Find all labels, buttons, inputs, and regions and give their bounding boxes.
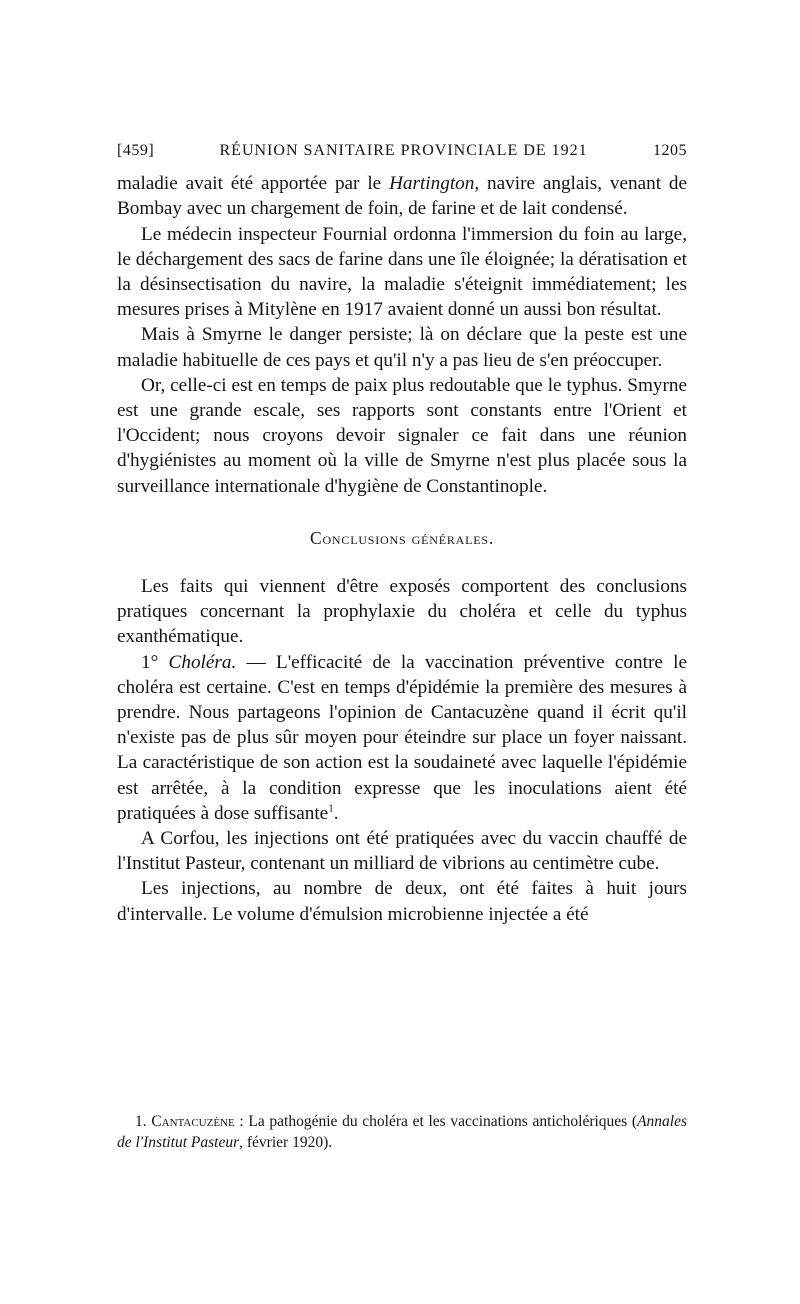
ship-name: Hartington bbox=[389, 173, 475, 195]
footnote-number: 1. bbox=[135, 1113, 152, 1130]
paragraph-7: A Corfou, les injections ont été pratiquées avec du vaccin chauffé de l'Institut Pasteur, contenant un milliard de vibrions au centimètre cube. bbox=[117, 828, 687, 875]
item-number: 1° bbox=[141, 651, 169, 673]
paragraph-1 bbox=[117, 171, 687, 221]
footnote bbox=[117, 1111, 687, 1153]
paragraph-6-text-a: — L'efficacité de la vaccination préventive contre le choléra est certaine. C'est en temps d'épidémie la première des mesures à prendre. Nous partageons l'opinion de Cantacuzène quand il écrit qu'il n'existe pas de plus sûr moyen pour éteindre sur place un foyer naissant. La caractéristique de son action est la soudaineté avec laquelle l'épidémie est arrêtée, à la condition expresse que les inoculations aient été pratiquées à dose suffisante bbox=[117, 651, 687, 824]
page-number: 1205 bbox=[652, 142, 687, 159]
footnote-text-a: : La pathogénie du choléra et les vaccinations anticholériques ( bbox=[234, 1113, 638, 1130]
header-title: RÉUNION SANITAIRE PROVINCIALE DE 1921 bbox=[219, 142, 588, 159]
paragraph-5: Les faits qui viennent d'être exposés comportent des conclusions pratiques concernant la prophylaxie du choléra et celle du typhus exanthématique. bbox=[117, 576, 687, 648]
section-title bbox=[117, 526, 687, 552]
section-title-text: Conclusions générales. bbox=[309, 527, 495, 548]
footnote-author: Cantacuzène bbox=[151, 1113, 235, 1130]
header-bracket-number: [459] bbox=[117, 142, 155, 159]
footnote-reference: 1 bbox=[328, 802, 334, 815]
footnote-text-b: , février 1920). bbox=[239, 1134, 333, 1151]
paragraph-4: Or, celle-ci est en temps de paix plus redoutable que le typhus. Smyrne est une grande escale, ses rapports sont constants entre l'Orient et l'Occident; nous croyons devoir signaler ce fait dans une réunion d'hygiénistes au moment où la ville de Smyrne n'est plus placée sous la surveillance internationale d'hygiène de Constantinople. bbox=[117, 374, 687, 497]
running-header bbox=[117, 138, 687, 163]
paragraph-1-text-a: maladie avait été apportée par le bbox=[117, 173, 390, 195]
item-heading: Choléra. bbox=[168, 651, 237, 673]
paragraph-8: Les injections, au nombre de deux, ont été faites à huit jours d'intervalle. Le volume d'émulsion microbienne injectée a été bbox=[117, 878, 687, 925]
paragraph-6 bbox=[117, 650, 687, 826]
page-body bbox=[117, 138, 687, 927]
paragraph-2: Le médecin inspecteur Fournial ordonna l'immersion du foin au large, le déchargement des sacs de farine dans une île éloignée; la dératisation et la désinsectisation du navire, la maladie s'éteignit immédiatement; les mesures prises à Mitylène en 1917 avaient donné un aussi bon résultat. bbox=[117, 223, 687, 321]
paragraph-6-text-b: . bbox=[333, 802, 339, 824]
paragraph-3: Mais à Smyrne le danger persiste; là on déclare que la peste est une maladie habituelle de ces pays et qu'il n'y a pas lieu de s'en préoccuper. bbox=[117, 324, 687, 371]
footnote-journal: Annales de l'Institut Pasteur bbox=[117, 1113, 687, 1151]
paragraph-1-text-b: , navire anglais, venant de Bombay avec un chargement de foin, de farine et de lait condensé. bbox=[117, 173, 688, 220]
